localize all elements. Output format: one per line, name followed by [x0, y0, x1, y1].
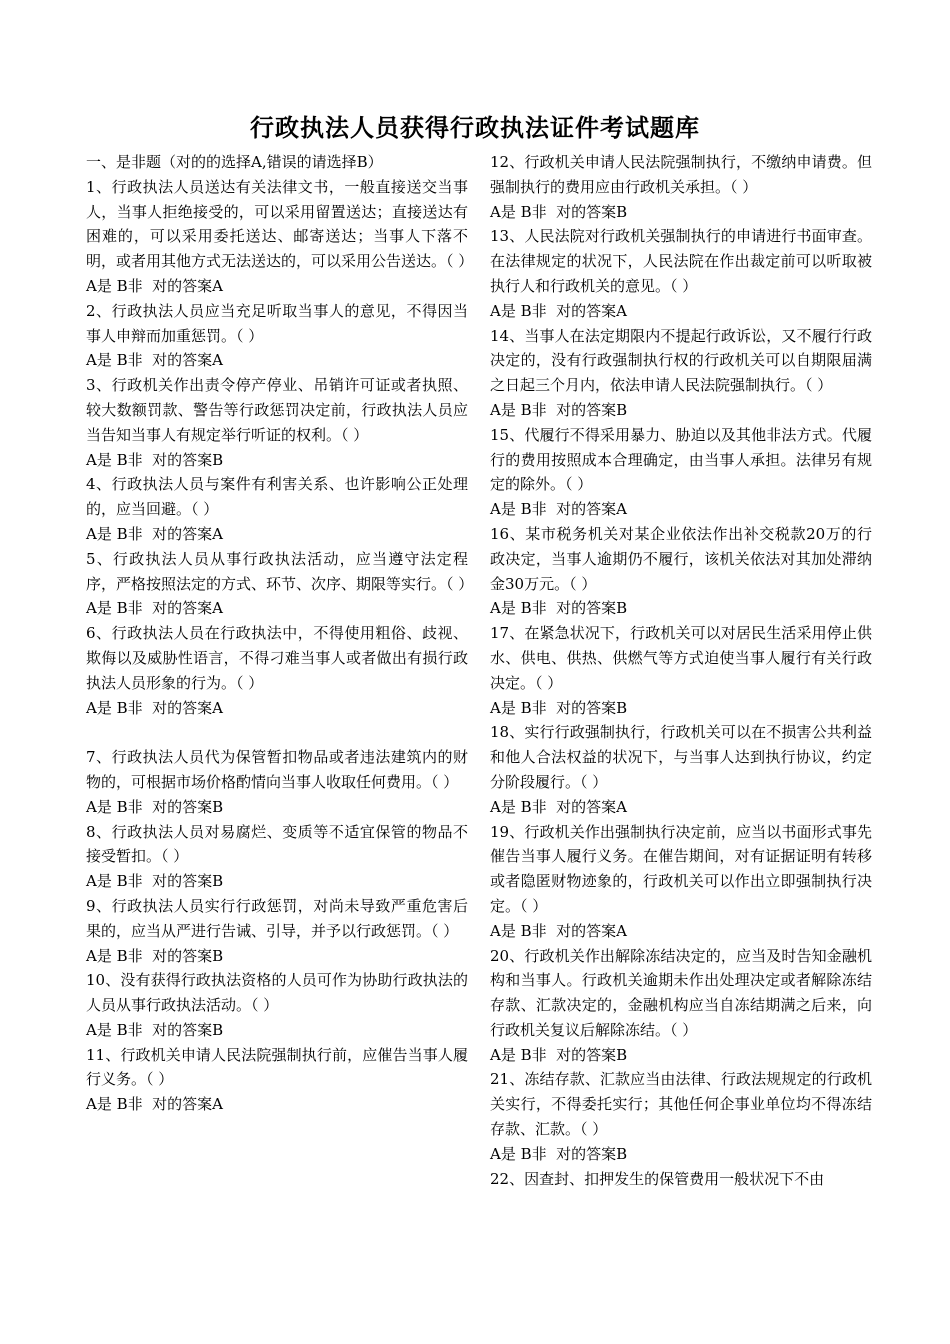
answer-18: A是 B非 对的答案A — [490, 797, 627, 816]
question-16: 16、某市税务机关对某企业依法作出补交税款20万的行政决定，当事人逾期仍不履行，该机关依法对其加处滞纳金30万元。（ ） — [490, 524, 872, 593]
answer-10: A是 B非 对的答案B — [86, 1020, 224, 1039]
question-10: 10、没有获得行政执法资格的人员可作为协助行政执法的人员从事行政执法活动。（ ） — [86, 971, 468, 1015]
question-11: 11、行政机关申请人民法院强制执行前，应催告当事人履行义务。（ ） — [86, 1045, 468, 1089]
question-12: 12、行政机关申请人民法院强制执行，不缴纳申请费。但强制执行的费用应由行政机关承担。（ ） — [490, 153, 872, 196]
question-21: 21、冻结存款、汇款应当由法律、行政法规规定的行政机关实行，不得委托实行；其他任何企事业单位均不得冻结存款、汇款。（ ） — [490, 1070, 872, 1139]
question-17: 17、在紧急状况下，行政机关可以对居民生活采用停止供水、供电、供热、供燃气等方式迫使当事人履行有关行政决定。（ ） — [490, 624, 872, 692]
question-13: 13、人民法院对行政机关强制执行的申请进行书面审查。在法律规定的状况下，人民法院在作出裁定前可以听取被执行人和行政机关的意见。（ ） — [490, 227, 872, 295]
answer-13: A是 B非 对的答案A — [490, 301, 627, 320]
answer-9: A是 B非 对的答案B — [86, 946, 224, 965]
question-15: 15、代履行不得采用暴力、胁迫以及其他非法方式。代履行的费用按照成本合理确定，由当事人承担。法律另有规定的除外。（ ） — [490, 425, 872, 494]
question-18: 18、实行行政强制执行，行政机关可以在不损害公共利益和他人合法权益的状况下，与当事人达到执行协议，约定分阶段履行。（ ） — [490, 723, 872, 791]
answer-3: A是 B非 对的答案B — [86, 450, 224, 469]
answer-6: A是 B非 对的答案A — [86, 698, 223, 717]
left-column — [86, 150, 474, 1117]
right-column — [490, 150, 872, 1191]
question-19: 19、行政机关作出强制执行决定前，应当以书面形式事先催告当事人履行义务。在催告期间，对有证据证明有转移或者隐匿财物迹象的，行政机关可以作出立即强制执行决定。（ ） — [490, 822, 872, 915]
answer-5: A是 B非 对的答案A — [86, 599, 223, 618]
blank-line — [86, 720, 468, 745]
question-1: 1、行政执法人员送达有关法律文书，一般直接送交当事人，当事人拒绝接受的，可以采用留置送达；直接送达有困难的，可以采用委托送达、邮寄送达；当事人下落不明，或者用其他方式无法送达的，可以采用公告送达。（ ） — [86, 177, 474, 271]
answer-8: A是 B非 对的答案B — [86, 872, 224, 891]
answer-15: A是 B非 对的答案A — [490, 500, 627, 519]
answer-11: A是 B非 对的答案A — [86, 1095, 223, 1114]
answer-4: A是 B非 对的答案A — [86, 524, 223, 543]
answer-12: A是 B非 对的答案B — [490, 202, 628, 221]
section-heading: 一、是非题（对的的选择A,错误的请选择B） — [86, 153, 383, 171]
question-7: 7、行政执法人员代为保管暂扣物品或者违法建筑内的财物的，可根据市场价格酌情向当事人收取任何费用。（ ） — [86, 748, 468, 791]
question-20: 20、行政机关作出解除冻结决定的，应当及时告知金融机构和当事人。行政机关逾期未作出处理决定或者解除冻结存款、汇款决定的，金融机构应当自冻结期满之后来，向行政机关复议后解除冻结。（ ） — [490, 946, 872, 1039]
answer-16: A是 B非 对的答案B — [490, 599, 628, 618]
answer-19: A是 B非 对的答案A — [490, 921, 627, 940]
answer-21: A是 B非 对的答案B — [490, 1144, 628, 1163]
answer-7: A是 B非 对的答案B — [86, 797, 224, 816]
answer-14: A是 B非 对的答案B — [490, 400, 628, 419]
question-22-partial: 22、因查封、扣押发生的保管费用一般状况下不由 — [490, 1169, 825, 1188]
answer-1: A是 B非 对的答案A — [86, 276, 223, 295]
answer-17: A是 B非 对的答案B — [490, 698, 628, 717]
question-3: 3、行政机关作出责令停产停业、吊销许可证或者执照、较大数额罚款、警告等行政惩罚决定前，行政执法人员应当告知当事人有规定举行听证的权利。（ ） — [86, 376, 468, 444]
question-4: 4、行政执法人员与案件有利害关系、也许影响公正处理的，应当回避。（ ） — [86, 475, 468, 519]
question-8: 8、行政执法人员对易腐烂、变质等不适宜保管的物品不接受暂扣。（ ） — [86, 822, 468, 866]
question-6: 6、行政执法人员在行政执法中，不得使用粗俗、歧视、欺侮以及威胁性语言，不得刁难当事人或者做出有损行政执法人员形象的行为。（ ） — [86, 624, 468, 692]
question-2: 2、行政执法人员应当充足听取当事人的意见，不得因当事人申辩而加重惩罚。（ ） — [86, 301, 468, 345]
answer-2: A是 B非 对的答案A — [86, 351, 223, 370]
question-5: 5、行政执法人员从事行政执法活动，应当遵守法定程序，严格按照法定的方式、环节、次序、期限等实行。（ ） — [86, 549, 474, 593]
question-14: 14、当事人在法定期限内不提起行政诉讼，又不履行行政决定的，没有行政强制执行权的行政机关可以自期限届满之日起三个月内，依法申请人民法院强制执行。（ ） — [490, 326, 872, 395]
answer-20: A是 B非 对的答案B — [490, 1045, 628, 1064]
question-9: 9、行政执法人员实行行政惩罚，对尚未导致严重危害后果的，应当从严进行告诫、引导，并予以行政惩罚。（ ） — [86, 896, 468, 940]
document-title: 行政执法人员获得行政执法证件考试题库 — [250, 113, 700, 142]
